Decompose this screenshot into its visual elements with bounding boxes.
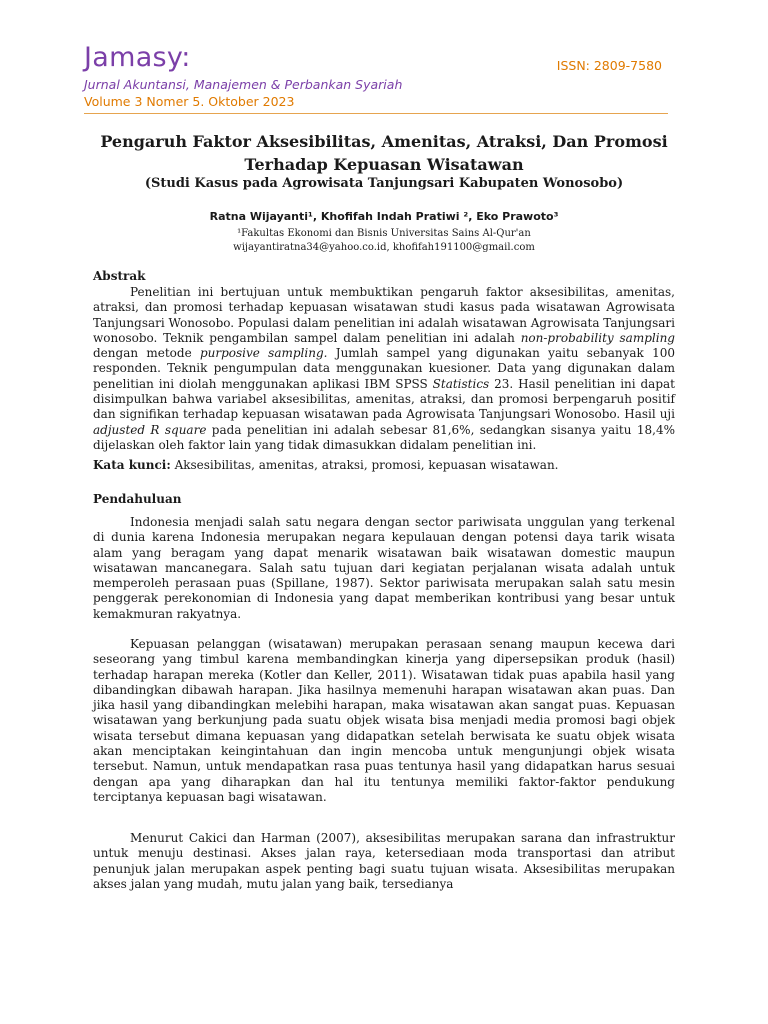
intro-heading: Pendahuluan <box>93 492 182 506</box>
abstract-italic-3: Statistics <box>432 376 490 391</box>
intro-paragraph-3 <box>93 831 675 892</box>
abstract-italic-4: adjusted R square <box>93 422 207 437</box>
journal-name: Jamasy: <box>84 42 191 73</box>
keywords <box>93 458 675 472</box>
journal-volume: Volume 3 Nomer 5. Oktober 2023 <box>84 94 295 109</box>
journal-issn: ISSN: 2809-7580 <box>556 58 662 73</box>
intro-text-2: Kepuasan pelanggan (wisatawan) merupakan perasaan senang maupun kecewa dari seseorang yang timbul karena membandingkan kinerja yang dipersepsikan produk (hasil) terhadap harapan mereka (Kotler dan Keller, 2011). Wisatawan tidak puas apabila hasil yang dibandingkan dibawah harapan. Jika hasilnya memenuhi harapan wisatawan akan puas. Dan jika hasil yang dibandingkan melebihi harapan, maka wisatawan akan sangat puas. Kepuasan wisatawan yang berkunjung pada suatu objek wisata bisa menjadi media promosi bagi objek wisata tersebut dimana kepuasan yang didapatkan setelah berwisata ke suatu objek wisata akan menciptakan keingintahuan dan ingin mencoba untuk mengunjungi objek wisata tersebut. Namun, untuk mendapatkan rasa puas tentunya hasil yang didapatkan harus sesuai dengan apa yang diharapkan dan hal itu tentunya memiliki faktor-faktor pendukung terciptanya kepuasan bagi wisatawan. <box>93 637 675 804</box>
intro-text-1: Indonesia menjadi salah satu negara dengan sector pariwisata unggulan yang terkenal di dunia karena Indonesia merupakan negara kepulauan dengan potensi daya tarik wisata alam yang beragam yang dapat menarik wisatawan baik wisatawan domestic maupun wisatawan mancanegara. Salah satu tujuan dari kegiatan perjalanan wisata adalah untuk memperoleh perasaan puas (Spillane, 1987). Sektor pariwisata merupakan salah satu mesin penggerak perekonomian di Indonesia yang dapat memberikan kontribusi yang besar untuk kemakmuran rakyatnya. <box>93 515 675 621</box>
keywords-label: Kata kunci: <box>93 458 171 472</box>
abstract-text-5: pada penelitian ini adalah sebesar 81,6%, sedangkan sisanya yaitu 18,4% dijelaskan oleh faktor lain yang tidak dimasukkan didalam penelitian ini. <box>93 422 675 452</box>
affiliation-text: ¹Fakultas Ekonomi dan Bisnis Universitas Sains Al-Qur'an <box>237 228 531 239</box>
abstract-italic-1: non-probability sampling <box>520 330 675 345</box>
article-title: Pengaruh Faktor Aksesibilitas, Amenitas, Atraksi, Dan Promosi Terhadap Kepuasan Wisatawan <box>100 132 668 174</box>
abstract-text-2: dengan metode <box>93 346 200 361</box>
journal-subtitle: Jurnal Akuntansi, Manajemen & Perbankan Syariah <box>84 77 403 92</box>
article-authors: Ratna Wijayanti¹, Khofifah Indah Pratiwi ², Eko Prawoto³ <box>209 210 559 223</box>
abstract-text-1: Penelitian ini bertujuan untuk membuktikan pengaruh faktor aksesibilitas, amenitas, atraksi, dan promosi terhadap kepuasan wisatawan studi kasus pada wisatawan Agrowisata Tanjungsari Wonosobo. Populasi dalam penelitian ini adalah wisatawan Agrowisata Tanjungsari wonosobo. Teknik pengambilan sampel dalam penelitian ini adalah <box>93 285 675 345</box>
article-subtitle: (Studi Kasus pada Agrowisata Tanjungsari Kabupaten Wonosobo) <box>144 176 624 191</box>
keywords-text: Aksesibilitas, amenitas, atraksi, promosi, kepuasan wisatawan. <box>170 458 559 472</box>
intro-text-3: Menurut Cakici dan Harman (2007), aksesibilitas merupakan sarana dan infrastruktur untuk menuju destinasi. Akses jalan raya, ketersediaan moda transportasi dan atribut penunjuk jalan merupakan aspek penting bagi suatu tujuan wisata. Aksesibilitas merupakan akses jalan yang mudah, mutu jalan yang baik, tersedianya <box>93 831 675 891</box>
header-divider <box>84 113 668 114</box>
abstract-text-4: 23. Hasil penelitian ini dapat disimpulkan bahwa variabel aksesibilitas, amenitas, atraksi, dan promosi berpengaruh positif dan signifikan terhadap kepuasan wisatawan pada Agrowisata Tanjungsari Wonosobo. Hasil uji <box>93 376 675 422</box>
abstract-text-3: Jumlah sampel yang digunakan yaitu sebanyak 100 responden. Teknik pengumpulan data menggunakan kuesioner. Data yang digunakan dalam penelitian ini diolah menggunakan aplikasi IBM SPSS <box>93 346 676 391</box>
abstract-italic-2: purposive sampling. <box>199 346 328 361</box>
abstract-paragraph <box>93 285 675 453</box>
intro-paragraph-1 <box>93 515 675 622</box>
intro-paragraph-2 <box>93 637 675 805</box>
abstract-heading: Abstrak <box>93 269 146 283</box>
article-affiliation <box>84 227 684 255</box>
author-emails: wijayantiratna34@yahoo.co.id, khofifah191100@gmail.com <box>233 242 535 253</box>
